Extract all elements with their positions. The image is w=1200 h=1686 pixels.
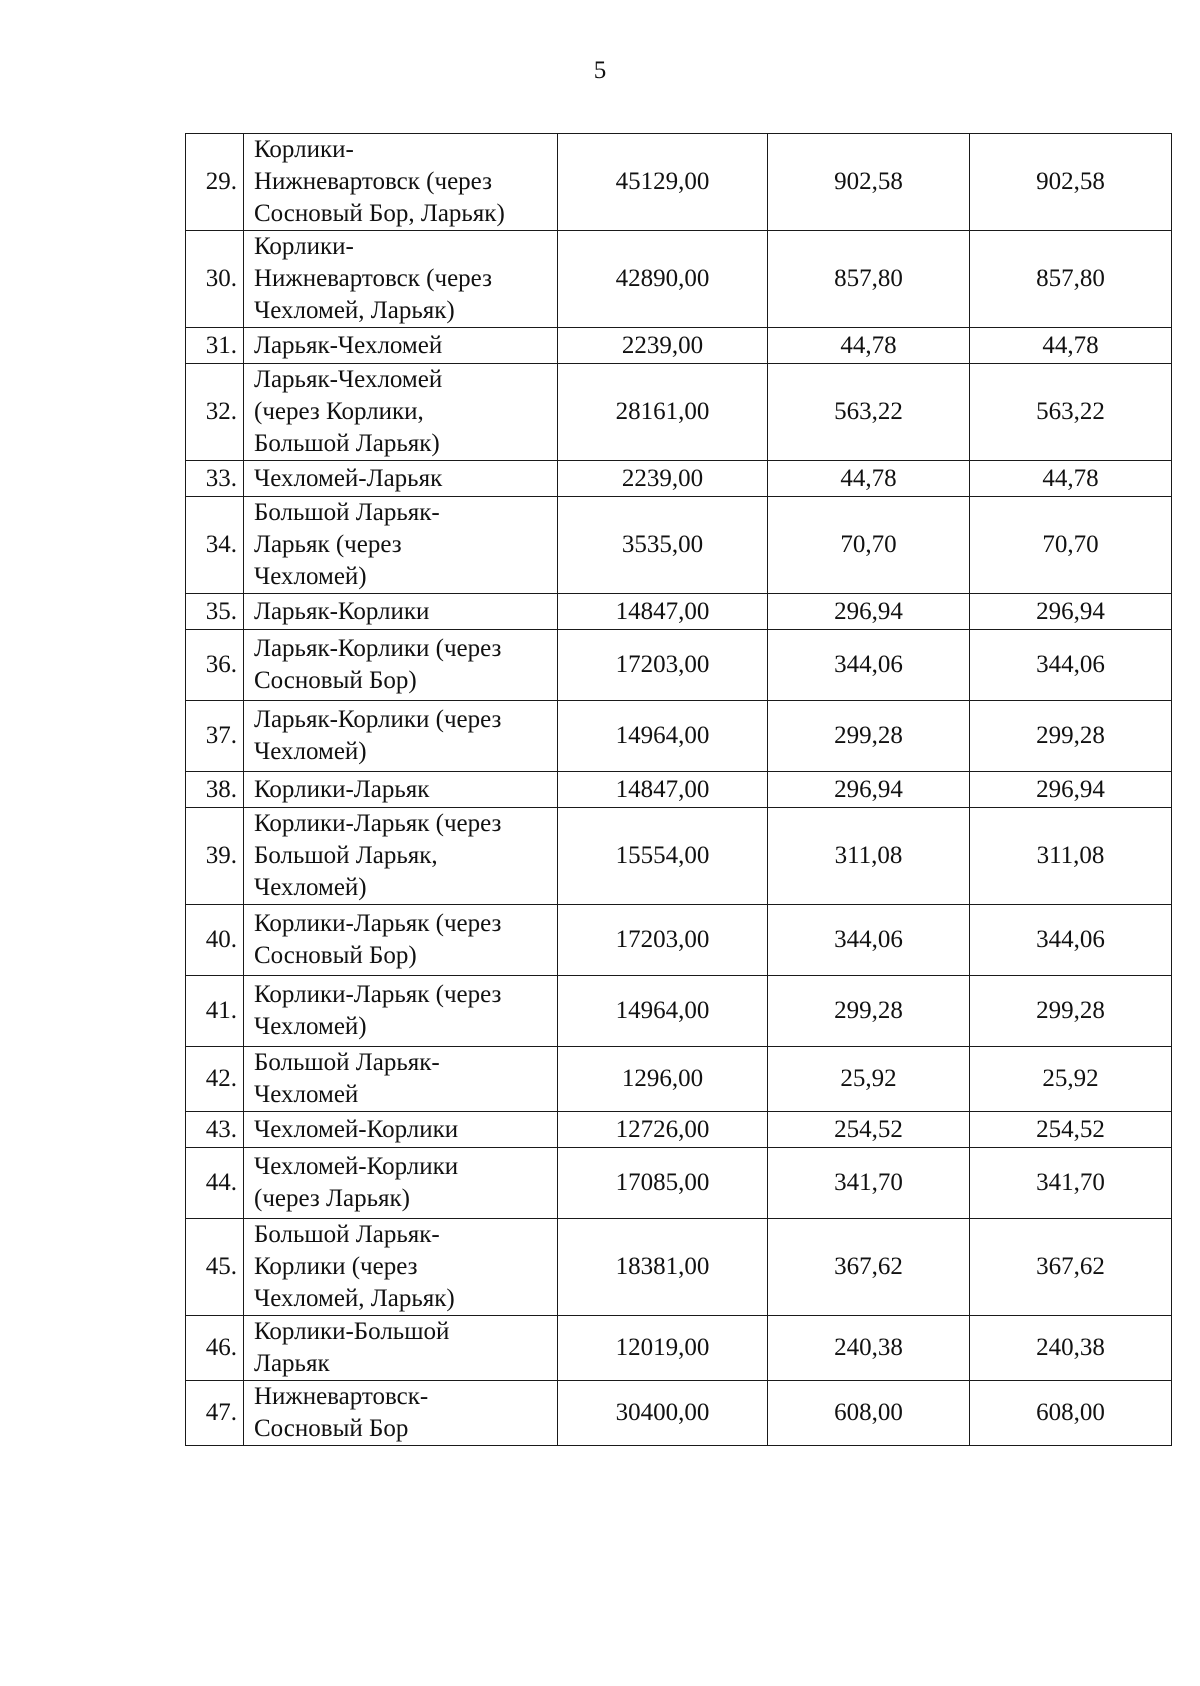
route-name-line: Нижневартовск- (254, 1383, 429, 1410)
route-name-line: Корлики-Ларьяк (через (254, 810, 502, 837)
value-col-1: 14847,00 (558, 594, 768, 630)
row-number: 39. (186, 808, 244, 905)
row-number: 32. (186, 364, 244, 461)
route-name (244, 1316, 558, 1381)
route-name-line: Ларьяк-Корлики (через (254, 635, 502, 662)
value-col-1: 12019,00 (558, 1316, 768, 1381)
table-row (186, 808, 1172, 905)
route-name-line: Сосновый Бор (254, 1415, 409, 1442)
route-name (244, 328, 558, 364)
value-col-2: 344,06 (768, 630, 970, 701)
value-col-1: 14964,00 (558, 701, 768, 772)
row-number: 36. (186, 630, 244, 701)
row-number: 30. (186, 231, 244, 328)
row-number: 40. (186, 905, 244, 976)
route-name-line: Нижневартовск (через (254, 265, 492, 292)
route-name-line: Ларьяк-Корлики (254, 597, 430, 625)
value-col-1: 3535,00 (558, 497, 768, 594)
value-col-3: 311,08 (970, 808, 1172, 905)
route-name (244, 594, 558, 630)
value-col-2: 296,94 (768, 772, 970, 808)
route-name-line: (через Ларьяк) (254, 1185, 410, 1212)
table-row (186, 231, 1172, 328)
value-col-2: 311,08 (768, 808, 970, 905)
table-row (186, 594, 1172, 630)
route-name-line: Корлики-Ларьяк (через (254, 981, 502, 1008)
value-col-3: 367,62 (970, 1219, 1172, 1316)
value-col-2: 367,62 (768, 1219, 970, 1316)
value-col-1: 17203,00 (558, 630, 768, 701)
value-col-3: 299,28 (970, 976, 1172, 1047)
value-col-3: 44,78 (970, 328, 1172, 364)
value-col-3: 902,58 (970, 134, 1172, 231)
row-number: 42. (186, 1047, 244, 1112)
route-name-line: Большой Ларьяк, (254, 842, 438, 869)
route-name-line: Корлики- (254, 233, 354, 260)
value-col-2: 296,94 (768, 594, 970, 630)
value-col-2: 608,00 (768, 1381, 970, 1446)
value-col-2: 44,78 (768, 461, 970, 497)
route-name-line: Большой Ларьяк- (254, 1049, 440, 1076)
row-number: 43. (186, 1112, 244, 1148)
table-row (186, 905, 1172, 976)
route-name (244, 905, 558, 976)
route-name-line: Чехломей) (254, 1013, 367, 1040)
value-col-1: 18381,00 (558, 1219, 768, 1316)
value-col-2: 70,70 (768, 497, 970, 594)
value-col-2: 857,80 (768, 231, 970, 328)
row-number: 46. (186, 1316, 244, 1381)
route-name-line: (через Корлики, (254, 398, 424, 425)
route-name-line: Большой Ларьяк- (254, 1221, 440, 1248)
route-name (244, 231, 558, 328)
route-name (244, 461, 558, 497)
value-col-3: 254,52 (970, 1112, 1172, 1148)
route-name-line: Ларьяк-Корлики (через (254, 706, 502, 733)
route-name-line: Корлики-Ларьяк (254, 775, 430, 803)
route-name-line: Сосновый Бор) (254, 667, 417, 694)
table-row (186, 497, 1172, 594)
route-name-line: Корлики- (254, 136, 354, 163)
value-col-3: 296,94 (970, 772, 1172, 808)
value-col-3: 25,92 (970, 1047, 1172, 1112)
value-col-1: 45129,00 (558, 134, 768, 231)
value-col-2: 299,28 (768, 976, 970, 1047)
route-name-line: Ларьяк (254, 1350, 330, 1377)
value-col-1: 12726,00 (558, 1112, 768, 1148)
table-row (186, 364, 1172, 461)
value-col-3: 44,78 (970, 461, 1172, 497)
table-row (186, 1148, 1172, 1219)
value-col-1: 14964,00 (558, 976, 768, 1047)
value-col-3: 299,28 (970, 701, 1172, 772)
value-col-2: 254,52 (768, 1112, 970, 1148)
value-col-2: 240,38 (768, 1316, 970, 1381)
table-row (186, 1381, 1172, 1446)
value-col-1: 42890,00 (558, 231, 768, 328)
route-name-line: Чехломей) (254, 738, 367, 765)
route-name (244, 1381, 558, 1446)
table-row (186, 1047, 1172, 1112)
route-name-line: Нижневартовск (через (254, 168, 492, 195)
value-col-3: 240,38 (970, 1316, 1172, 1381)
route-name-line: Чехломей, Ларьяк) (254, 297, 455, 324)
row-number: 31. (186, 328, 244, 364)
table-row (186, 134, 1172, 231)
value-col-2: 299,28 (768, 701, 970, 772)
table-row (186, 328, 1172, 364)
route-name-line: Ларьяк-Чехломей (254, 366, 443, 393)
route-name-line: Ларьяк (через (254, 531, 402, 558)
route-name-line: Сосновый Бор, Ларьяк) (254, 200, 505, 227)
route-name (244, 772, 558, 808)
value-col-2: 344,06 (768, 905, 970, 976)
route-name-line: Корлики (через (254, 1253, 418, 1280)
value-col-1: 17085,00 (558, 1148, 768, 1219)
table-row (186, 461, 1172, 497)
value-col-1: 14847,00 (558, 772, 768, 808)
value-col-3: 296,94 (970, 594, 1172, 630)
route-name-line: Корлики-Ларьяк (через (254, 910, 502, 937)
value-col-1: 2239,00 (558, 328, 768, 364)
row-number: 37. (186, 701, 244, 772)
value-col-2: 341,70 (768, 1148, 970, 1219)
route-name-line: Ларьяк-Чехломей (254, 331, 443, 359)
route-name (244, 630, 558, 701)
route-name-line: Чехломей-Корлики (254, 1115, 459, 1143)
route-name (244, 134, 558, 231)
routes-table (185, 133, 1172, 1446)
row-number: 47. (186, 1381, 244, 1446)
route-name (244, 364, 558, 461)
route-name-line: Чехломей-Корлики (254, 1153, 459, 1180)
value-col-2: 563,22 (768, 364, 970, 461)
value-col-3: 563,22 (970, 364, 1172, 461)
table-row (186, 1219, 1172, 1316)
route-name-line: Чехломей-Ларьяк (254, 464, 443, 492)
value-col-3: 857,80 (970, 231, 1172, 328)
table-row (186, 1316, 1172, 1381)
value-col-1: 15554,00 (558, 808, 768, 905)
value-col-1: 30400,00 (558, 1381, 768, 1446)
route-name (244, 701, 558, 772)
route-name (244, 808, 558, 905)
route-name (244, 1112, 558, 1148)
row-number: 29. (186, 134, 244, 231)
route-name (244, 497, 558, 594)
route-name (244, 976, 558, 1047)
table-row (186, 701, 1172, 772)
route-name-line: Чехломей, Ларьяк) (254, 1285, 455, 1312)
value-col-1: 1296,00 (558, 1047, 768, 1112)
row-number: 38. (186, 772, 244, 808)
route-name-line: Чехломей (254, 1081, 359, 1108)
route-name-line: Большой Ларьяк) (254, 430, 440, 457)
route-name-line: Большой Ларьяк- (254, 499, 440, 526)
value-col-1: 28161,00 (558, 364, 768, 461)
route-name-line: Сосновый Бор) (254, 942, 417, 969)
row-number: 34. (186, 497, 244, 594)
value-col-3: 344,06 (970, 630, 1172, 701)
value-col-1: 2239,00 (558, 461, 768, 497)
value-col-3: 70,70 (970, 497, 1172, 594)
route-name-line: Корлики-Большой (254, 1318, 450, 1345)
value-col-3: 344,06 (970, 905, 1172, 976)
route-name (244, 1047, 558, 1112)
row-number: 44. (186, 1148, 244, 1219)
table-row (186, 772, 1172, 808)
routes-table-body (186, 134, 1172, 1446)
table-row (186, 976, 1172, 1047)
page-number: 5 (593, 57, 607, 84)
value-col-2: 44,78 (768, 328, 970, 364)
table-row (186, 1112, 1172, 1148)
value-col-2: 902,58 (768, 134, 970, 231)
row-number: 41. (186, 976, 244, 1047)
table-row (186, 630, 1172, 701)
value-col-1: 17203,00 (558, 905, 768, 976)
row-number: 35. (186, 594, 244, 630)
route-name (244, 1219, 558, 1316)
row-number: 45. (186, 1219, 244, 1316)
row-number: 33. (186, 461, 244, 497)
value-col-3: 608,00 (970, 1381, 1172, 1446)
value-col-3: 341,70 (970, 1148, 1172, 1219)
route-name (244, 1148, 558, 1219)
route-name-line: Чехломей) (254, 563, 367, 590)
route-name-line: Чехломей) (254, 874, 367, 901)
value-col-2: 25,92 (768, 1047, 970, 1112)
